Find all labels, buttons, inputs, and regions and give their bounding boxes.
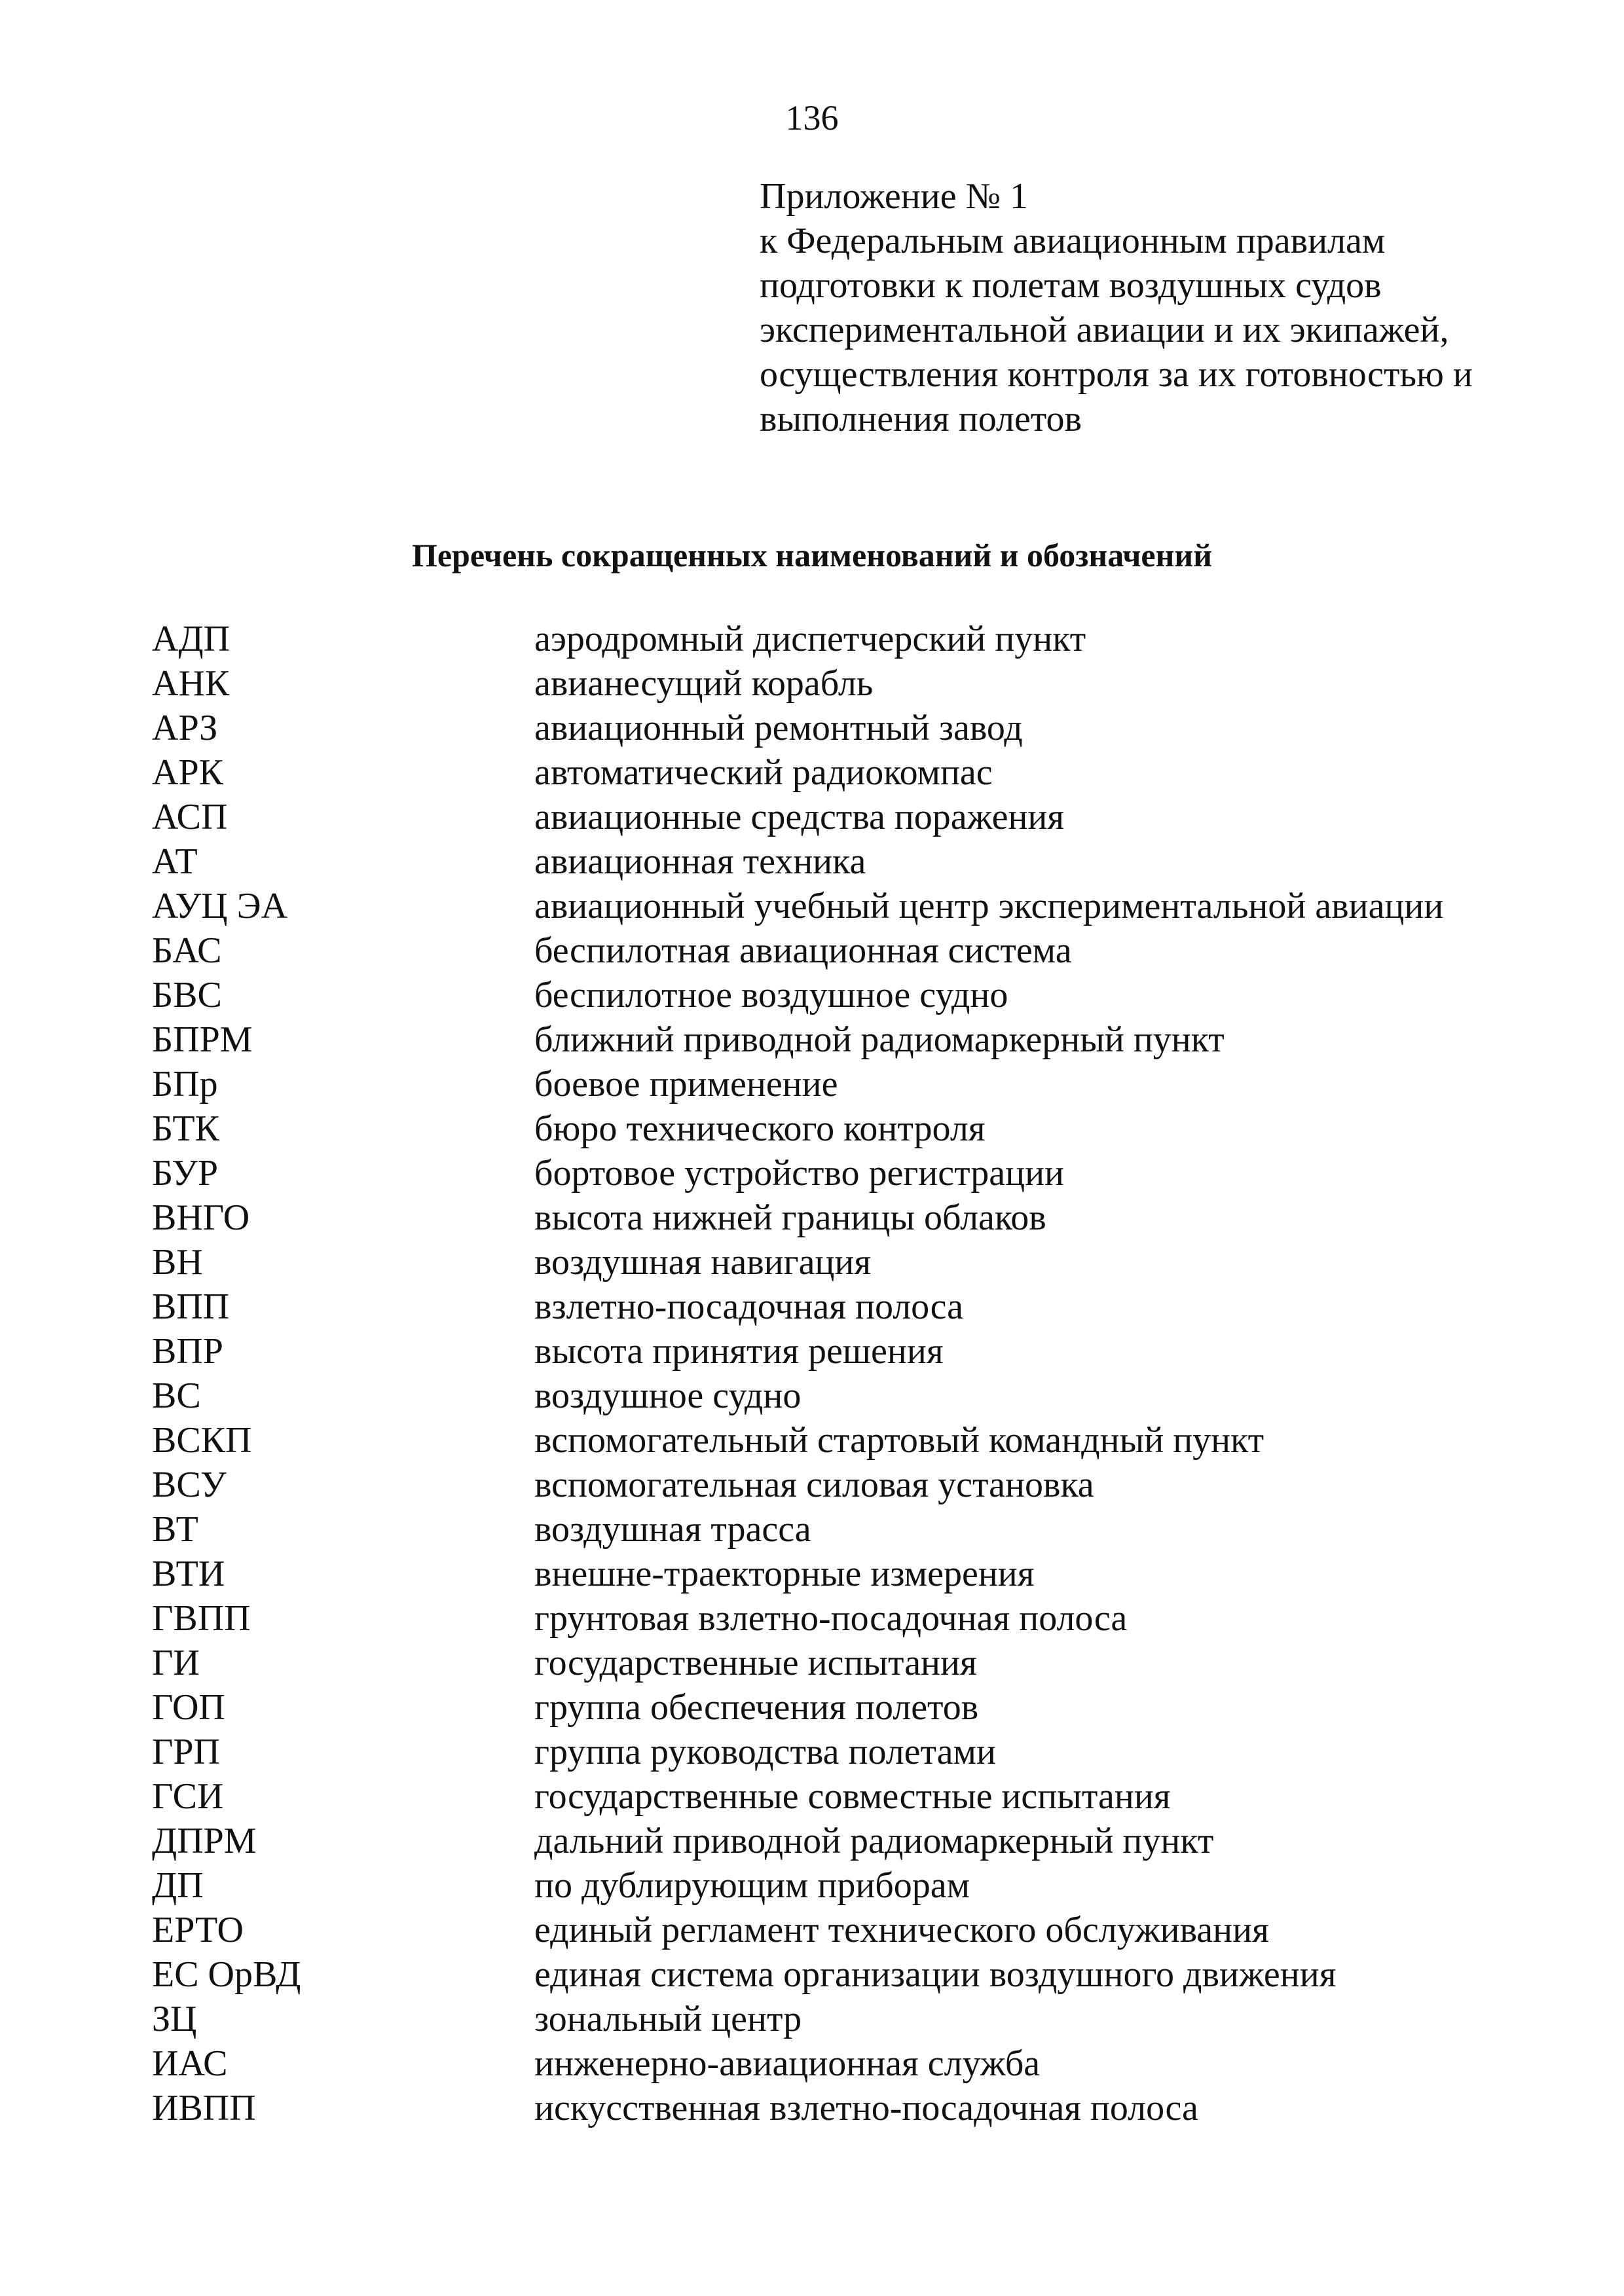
abbreviation-term: ГОП: [152, 1687, 225, 1728]
abbreviation-row: [152, 1596, 1547, 1641]
document-title: Перечень сокращенных наименований и обозначений: [411, 537, 1213, 574]
abbreviation-term: ГРП: [152, 1732, 220, 1772]
abbreviation-row: [152, 1195, 1547, 1240]
abbreviation-term: ВНГО: [152, 1197, 250, 1238]
abbreviation-term: ГСИ: [152, 1776, 224, 1817]
abbreviation-definition: воздушное судно: [534, 1376, 802, 1416]
abbreviation-term: БУР: [152, 1153, 218, 1194]
abbreviation-term: ВН: [152, 1242, 203, 1283]
abbreviation-term: БАС: [152, 930, 222, 971]
abbreviation-term: АСП: [152, 797, 228, 837]
abbreviation-row: [152, 1641, 1547, 1685]
abbreviation-row: [152, 1819, 1547, 1863]
abbreviation-term: ИВПП: [152, 2088, 256, 2128]
abbreviation-row: [152, 1106, 1547, 1151]
abbreviation-term: ИАС: [152, 2043, 228, 2084]
abbreviation-definition: единый регламент технического обслуживания: [534, 1910, 1269, 1950]
abbreviation-row: [152, 1774, 1547, 1819]
abbreviation-row: [152, 1952, 1547, 1997]
abbreviation-row: [152, 1507, 1547, 1552]
abbreviation-definition: беспилотное воздушное судно: [534, 975, 1008, 1015]
abbreviation-row: [152, 839, 1547, 884]
abbreviation-term: ВТИ: [152, 1554, 225, 1594]
abbreviation-row: [152, 1062, 1547, 1106]
abbreviation-row: [152, 884, 1547, 928]
abbreviation-row: [152, 1685, 1547, 1730]
abbreviation-term: ЕС ОрВД: [152, 1954, 301, 1995]
abbreviation-row: [152, 973, 1547, 1017]
abbreviation-term: АРК: [152, 752, 223, 793]
abbreviation-term: БПРМ: [152, 1019, 253, 1060]
appendix-line: осуществления контроля за их готовностью и: [760, 354, 1473, 395]
abbreviation-definition: воздушная навигация: [534, 1242, 872, 1283]
abbreviation-definition: авиационные средства поражения: [534, 797, 1065, 837]
abbreviation-row: [152, 1240, 1547, 1285]
abbreviation-row: [152, 706, 1547, 750]
abbreviation-definition: зональный центр: [534, 1999, 802, 2039]
abbreviation-row: [152, 1997, 1547, 2041]
abbreviation-list: [152, 617, 1547, 2130]
abbreviation-term: ГВПП: [152, 1598, 251, 1639]
abbreviation-term: ВС: [152, 1376, 201, 1416]
abbreviation-definition: инженерно-авиационная служба: [534, 2043, 1041, 2084]
abbreviation-definition: бюро технического контроля: [534, 1108, 986, 1149]
appendix-header: [760, 174, 1572, 441]
abbreviation-term: ЗЦ: [152, 1999, 197, 2039]
abbreviation-term: БТК: [152, 1108, 219, 1149]
abbreviation-definition: авиационный ремонтный завод: [534, 708, 1023, 748]
abbreviation-definition: вспомогательная силовая установка: [534, 1465, 1094, 1505]
abbreviation-definition: высота нижней границы облаков: [534, 1197, 1046, 1238]
abbreviation-definition: авианесущий корабль: [534, 663, 874, 704]
abbreviation-row: [152, 1374, 1547, 1418]
appendix-line: экспериментальной авиации и их экипажей,: [760, 310, 1449, 350]
abbreviation-term: БПр: [152, 1064, 218, 1104]
abbreviation-definition: государственные совместные испытания: [534, 1776, 1171, 1817]
abbreviation-term: ДПРМ: [152, 1821, 257, 1861]
abbreviation-term: АТ: [152, 841, 198, 882]
abbreviation-row: [152, 2041, 1547, 2086]
abbreviation-definition: грунтовая взлетно-посадочная полоса: [534, 1598, 1128, 1639]
appendix-line: Приложение № 1: [760, 176, 1028, 217]
abbreviation-row: [152, 1418, 1547, 1463]
abbreviation-row: [152, 928, 1547, 973]
abbreviation-term: АУЦ ЭА: [152, 886, 288, 926]
abbreviation-definition: группа руководства полетами: [534, 1732, 996, 1772]
abbreviation-row: [152, 1730, 1547, 1774]
abbreviation-term: ВТ: [152, 1509, 198, 1550]
abbreviation-definition: государственные испытания: [534, 1643, 977, 1683]
abbreviation-row: [152, 1329, 1547, 1374]
abbreviation-definition: ближний приводной радиомаркерный пункт: [534, 1019, 1225, 1060]
abbreviation-definition: по дублирующим приборам: [534, 1865, 970, 1906]
abbreviation-definition: беспилотная авиационная система: [534, 930, 1072, 971]
abbreviation-row: [152, 1863, 1547, 1908]
abbreviation-row: [152, 661, 1547, 706]
abbreviation-definition: боевое применение: [534, 1064, 838, 1104]
abbreviation-term: ВСКП: [152, 1420, 252, 1461]
abbreviation-row: [152, 1151, 1547, 1195]
abbreviation-definition: авиационная техника: [534, 841, 866, 882]
appendix-line: к Федеральным авиационным правилам: [760, 221, 1386, 261]
abbreviation-definition: взлетно-посадочная полоса: [534, 1286, 963, 1327]
abbreviation-row: [152, 1908, 1547, 1952]
abbreviation-row: [152, 1463, 1547, 1507]
abbreviation-definition: авиационный учебный центр экспериментальной авиации: [534, 886, 1444, 926]
page-number: 136: [785, 98, 839, 137]
abbreviation-definition: внешне-траекторные измерения: [534, 1554, 1035, 1594]
abbreviation-row: [152, 795, 1547, 839]
abbreviation-term: АДП: [152, 619, 231, 659]
abbreviation-term: ВПП: [152, 1286, 230, 1327]
abbreviation-definition: единая система организации воздушного движения: [534, 1954, 1337, 1995]
abbreviation-term: ВСУ: [152, 1465, 227, 1505]
abbreviation-row: [152, 2086, 1547, 2130]
abbreviation-term: ГИ: [152, 1643, 200, 1683]
abbreviation-definition: автоматический радиокомпас: [534, 752, 993, 793]
abbreviation-definition: бортовое устройство регистрации: [534, 1153, 1065, 1194]
abbreviation-row: [152, 1285, 1547, 1329]
abbreviation-term: АРЗ: [152, 708, 218, 748]
abbreviation-definition: искусственная взлетно-посадочная полоса: [534, 2088, 1198, 2128]
abbreviation-term: АНК: [152, 663, 230, 704]
abbreviation-term: ДП: [152, 1865, 204, 1906]
abbreviation-definition: высота принятия решения: [534, 1331, 944, 1372]
abbreviation-definition: вспомогательный стартовый командный пункт: [534, 1420, 1264, 1461]
abbreviation-row: [152, 617, 1547, 661]
appendix-line: подготовки к полетам воздушных судов: [760, 265, 1382, 306]
abbreviation-definition: воздушная трасса: [534, 1509, 811, 1550]
abbreviation-definition: аэродромный диспетчерский пункт: [534, 619, 1086, 659]
abbreviation-term: БВС: [152, 975, 222, 1015]
appendix-line: выполнения полетов: [760, 399, 1082, 439]
abbreviation-row: [152, 1552, 1547, 1596]
abbreviation-definition: группа обеспечения полетов: [534, 1687, 979, 1728]
abbreviation-term: ВПР: [152, 1331, 223, 1372]
abbreviation-definition: дальний приводной радиомаркерный пункт: [534, 1821, 1214, 1861]
abbreviation-row: [152, 1017, 1547, 1062]
abbreviation-term: ЕРТО: [152, 1910, 244, 1950]
abbreviation-row: [152, 750, 1547, 795]
